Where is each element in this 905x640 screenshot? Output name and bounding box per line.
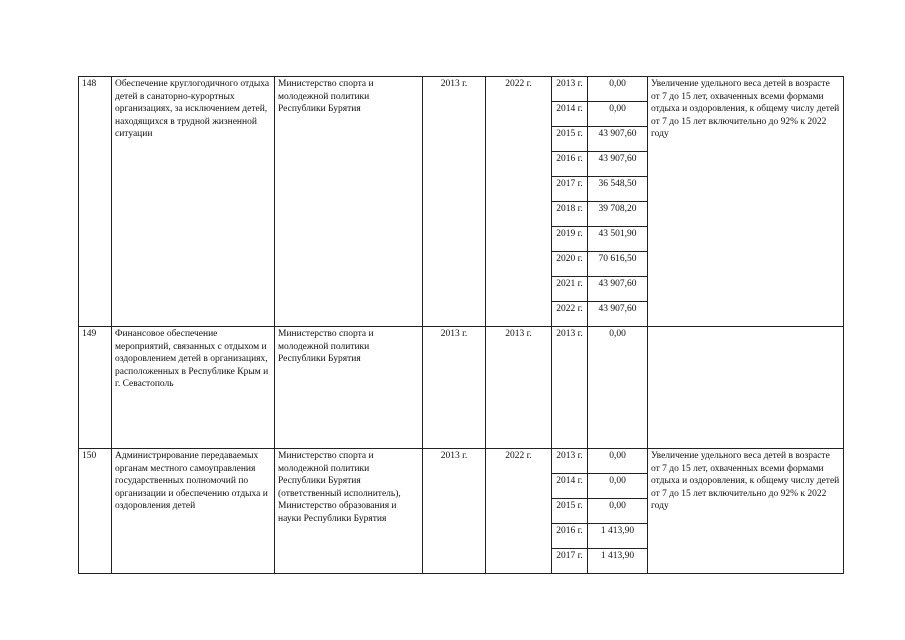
finance-amount: 1 413,90 [588, 549, 648, 574]
finance-amount: 43 907,60 [588, 127, 648, 152]
program-table [78, 76, 844, 574]
finance-year: 2013 г. [552, 327, 588, 449]
row-number: 149 [79, 327, 112, 449]
finance-year: 2020 г. [552, 252, 588, 277]
end-year: 2022 г. [486, 449, 552, 574]
finance-year: 2015 г. [552, 127, 588, 152]
executor: Министерство спорта и молодежной политики Республики Бурятия (ответственный исполнитель), Министерство образования и науки Республики Бурятия [275, 449, 423, 574]
expected-result: Увеличение удельного веса детей в возрасте от 7 до 15 лет, охваченных всеми формами отдыха и оздоровления, к общему числу детей от 7 до 15 лет включительно до 92% к 2022 году [648, 449, 844, 574]
executor: Министерство спорта и молодежной политики Республики Бурятия [275, 327, 423, 449]
finance-amount: 36 548,50 [588, 177, 648, 202]
row-number: 148 [79, 77, 112, 327]
finance-year: 2017 г. [552, 549, 588, 574]
finance-year: 2017 г. [552, 177, 588, 202]
table-row [79, 327, 844, 449]
row-number: 150 [79, 449, 112, 574]
finance-amount: 0,00 [588, 77, 648, 102]
expected-result [648, 327, 844, 449]
finance-year: 2015 г. [552, 499, 588, 524]
finance-amount: 43 907,60 [588, 277, 648, 302]
finance-amount: 0,00 [588, 102, 648, 127]
finance-year: 2014 г. [552, 102, 588, 127]
finance-year: 2018 г. [552, 202, 588, 227]
start-year: 2013 г. [423, 327, 486, 449]
measure-name: Обеспечение круглогодичного отдыха детей в санаторно-курортных организациях, за исключением детей, находящихся в трудной жизненной ситуации [112, 77, 275, 327]
start-year: 2013 г. [423, 449, 486, 574]
measure-name: Финансовое обеспечение мероприятий, связанных с отдыхом и оздоровлением детей в организациях, расположенных в Республике Крым и г. Севастополь [112, 327, 275, 449]
finance-year: 2013 г. [552, 449, 588, 474]
table-row [79, 449, 844, 474]
finance-amount: 43 907,60 [588, 152, 648, 177]
finance-year: 2016 г. [552, 152, 588, 177]
finance-year: 2019 г. [552, 227, 588, 252]
finance-amount: 43 501,90 [588, 227, 648, 252]
finance-year: 2013 г. [552, 77, 588, 102]
end-year: 2013 г. [486, 327, 552, 449]
finance-year: 2014 г. [552, 474, 588, 499]
finance-amount: 1 413,90 [588, 524, 648, 549]
measure-name: Администрирование передаваемых органам местного самоуправления государственных полномочий по организации и обеспечению отдыха и оздоровления детей [112, 449, 275, 574]
expected-result: Увеличение удельного веса детей в возрасте от 7 до 15 лет, охваченных всеми формами отдыха и оздоровления, к общему числу детей от 7 до 15 лет включительно до 92% к 2022 году [648, 77, 844, 327]
executor: Министерство спорта и молодежной политики Республики Бурятия [275, 77, 423, 327]
table-row [79, 77, 844, 102]
finance-amount: 39 708,20 [588, 202, 648, 227]
finance-amount: 0,00 [588, 449, 648, 474]
finance-year: 2016 г. [552, 524, 588, 549]
finance-year: 2022 г. [552, 302, 588, 327]
finance-amount: 0,00 [588, 499, 648, 524]
finance-amount: 70 616,50 [588, 252, 648, 277]
finance-year: 2021 г. [552, 277, 588, 302]
end-year: 2022 г. [486, 77, 552, 327]
finance-amount: 0,00 [588, 474, 648, 499]
finance-amount: 43 907,60 [588, 302, 648, 327]
start-year: 2013 г. [423, 77, 486, 327]
finance-amount: 0,00 [588, 327, 648, 449]
